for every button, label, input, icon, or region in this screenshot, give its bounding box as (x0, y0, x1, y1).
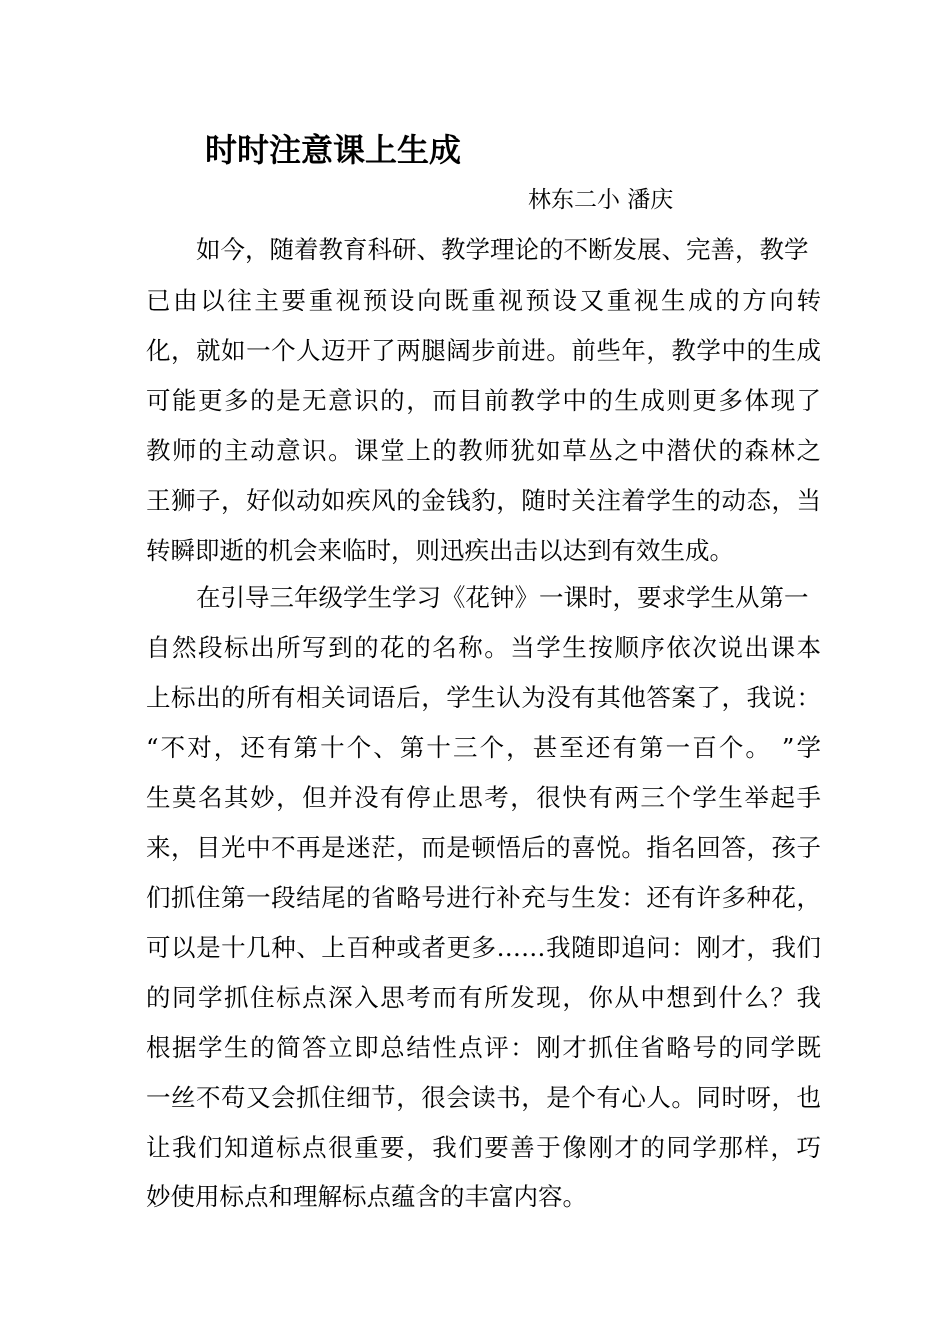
paragraph-line: 化，就如一个人迈开了两腿阔步前进。前些年，教学中的生成 (146, 336, 821, 365)
paragraph-line: 根据学生的简答立即总结性点评：刚才抓住省略号的同学既 (146, 1033, 821, 1062)
paragraph-line: 们抓住第一段结尾的省略号进行补充与生发：还有许多种花， (146, 883, 821, 912)
paragraph-line: 教师的主动意识。课堂上的教师犹如草丛之中潜伏的森林之 (146, 436, 821, 465)
paragraph-line: 来，目光中不再是迷茫，而是顿悟后的喜悦。指名回答，孩子 (146, 833, 821, 862)
paragraph-line: 让我们知道标点很重要，我们要善于像刚才的同学那样，巧 (146, 1133, 821, 1162)
paragraph-line: 一丝不苟又会抓住细节，很会读书，是个有心人。同时呀，也 (146, 1083, 821, 1112)
paragraph-line: “不对，还有第十个、第十三个，甚至还有第一百个。 ”学 (146, 733, 821, 762)
document-author: 林东二小 潘庆 (528, 187, 674, 213)
paragraph-line: 的同学抓住标点深入思考而有所发现，你从中想到什么？我 (146, 983, 821, 1012)
paragraph-line: 可能更多的是无意识的，而目前教学中的生成则更多体现了 (146, 386, 821, 415)
paragraph-line: 在引导三年级学生学习《花钟》一课时，要求学生从第一 (196, 583, 809, 612)
document-title: 时时注意课上生成 (205, 131, 462, 169)
paragraph-line: 可以是十几种、上百种或者更多……我随即追问：刚才，我们 (146, 933, 821, 962)
paragraph-line: 已由以往主要重视预设向既重视预设又重视生成的方向转 (146, 286, 821, 315)
paragraph-line: 王狮子，好似动如疾风的金钱豹，随时关注着学生的动态，当 (146, 486, 821, 515)
paragraph-line: 自然段标出所写到的花的名称。当学生按顺序依次说出课本 (146, 633, 821, 662)
paragraph-line: 上标出的所有相关词语后，学生认为没有其他答案了，我说： (146, 683, 821, 712)
paragraph-line: 生莫名其妙，但并没有停止思考，很快有两三个学生举起手 (146, 783, 821, 812)
paragraph-line: 转瞬即逝的机会来临时，则迅疾出击以达到有效生成。 (146, 536, 734, 565)
paragraph-line: 妙使用标点和理解标点蕴含的丰富内容。 (146, 1182, 587, 1211)
paragraph-line: 如今，随着教育科研、教学理论的不断发展、完善，教学 (196, 235, 809, 264)
